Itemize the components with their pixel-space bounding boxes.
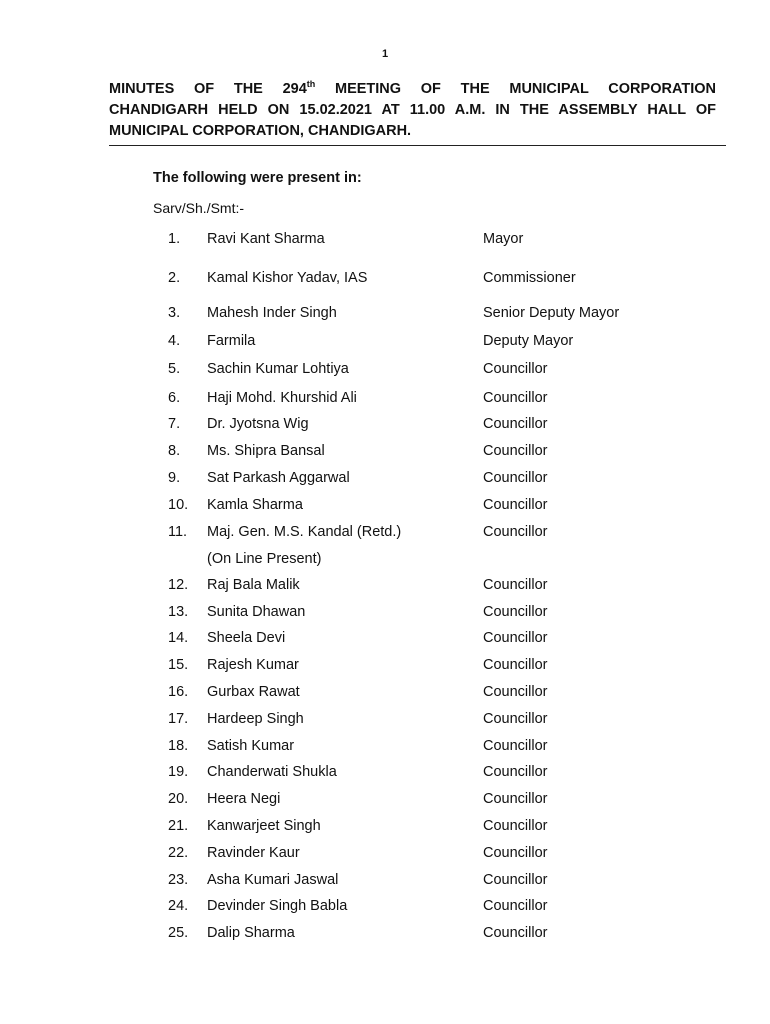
member-number: 7.: [168, 416, 181, 432]
member-row: [0, 682, 770, 702]
member-number: 9.: [168, 470, 181, 486]
member-row: [0, 628, 770, 648]
member-name: Sachin Kumar Lohtiya: [207, 361, 349, 377]
member-designation: Deputy Mayor: [483, 333, 574, 349]
member-row: [0, 896, 770, 916]
member-row: [0, 468, 770, 488]
member-number: 16.: [168, 684, 189, 700]
member-designation: Councillor: [483, 845, 548, 861]
member-row: [0, 762, 770, 782]
member-row: [0, 359, 770, 379]
present-heading: The following were present in:: [153, 170, 362, 186]
member-designation: Councillor: [483, 818, 548, 834]
member-designation: Councillor: [483, 738, 548, 754]
member-name: Hardeep Singh: [207, 711, 304, 727]
member-designation: Councillor: [483, 684, 548, 700]
member-number: 25.: [168, 925, 189, 941]
member-name: Dalip Sharma: [207, 925, 295, 941]
member-name: Sheela Devi: [207, 630, 286, 646]
member-row: [0, 441, 770, 461]
member-name: Chanderwati Shukla: [207, 764, 337, 780]
member-designation: Senior Deputy Mayor: [483, 305, 620, 321]
title-line-1: [109, 79, 716, 100]
member-number: 5.: [168, 361, 181, 377]
member-designation: Councillor: [483, 390, 548, 406]
member-row: [0, 331, 770, 351]
member-name: Ravinder Kaur: [207, 845, 300, 861]
member-name: Kamla Sharma: [207, 497, 303, 513]
member-name: Maj. Gen. M.S. Kandal (Retd.): [207, 524, 402, 540]
member-number: 8.: [168, 443, 181, 459]
member-number: 3.: [168, 305, 181, 321]
member-row: [0, 388, 770, 408]
member-row: [0, 522, 770, 542]
title-ordinal-suffix: th: [306, 79, 316, 90]
member-designation: Councillor: [483, 898, 548, 914]
member-designation: Mayor: [483, 231, 524, 247]
member-row: [0, 602, 770, 622]
member-name: Sat Parkash Aggarwal: [207, 470, 350, 486]
member-designation: Councillor: [483, 657, 548, 673]
member-number: 13.: [168, 604, 189, 620]
member-number: 18.: [168, 738, 189, 754]
member-number: 11.: [168, 524, 188, 540]
member-designation: Councillor: [483, 872, 548, 888]
member-number: 1.: [168, 231, 181, 247]
member-name: Rajesh Kumar: [207, 657, 299, 673]
member-row: [0, 495, 770, 515]
title-line-1-pre: MINUTES OF THE 294: [109, 81, 307, 97]
member-row: [0, 229, 770, 249]
member-number: 6.: [168, 390, 181, 406]
member-row: [0, 736, 770, 756]
member-name: Mahesh Inder Singh: [207, 305, 337, 321]
member-row: [0, 268, 770, 288]
member-designation: Councillor: [483, 497, 548, 513]
member-name: Haji Mohd. Khurshid Ali: [207, 390, 357, 406]
member-designation: Councillor: [483, 470, 548, 486]
member-designation: Councillor: [483, 443, 548, 459]
title-line-2: CHANDIGARH HELD ON 15.02.2021 AT 11.00 A.M. IN THE ASSEMBLY HALL OF: [109, 102, 716, 118]
member-designation: Councillor: [483, 711, 548, 727]
member-number: 21.: [168, 818, 189, 834]
member-number: 15.: [168, 657, 189, 673]
member-row: [0, 655, 770, 675]
member-name: Kamal Kishor Yadav, IAS: [207, 270, 368, 286]
member-name: Ravi Kant Sharma: [207, 231, 325, 247]
member-designation: Councillor: [483, 630, 548, 646]
member-name: Ms. Shipra Bansal: [207, 443, 325, 459]
member-row: [0, 923, 770, 943]
title-line-3: MUNICIPAL CORPORATION, CHANDIGARH.: [109, 123, 412, 139]
member-number: 14.: [168, 630, 189, 646]
member-designation: Councillor: [483, 361, 548, 377]
member-row: [0, 843, 770, 863]
member-number: 20.: [168, 791, 189, 807]
member-name: Devinder Singh Babla: [207, 898, 348, 914]
member-number: 10.: [168, 497, 189, 513]
member-row: [0, 575, 770, 595]
member-name: Dr. Jyotsna Wig: [207, 416, 309, 432]
member-row: [0, 816, 770, 836]
member-number: 17.: [168, 711, 189, 727]
member-number: 22.: [168, 845, 189, 861]
member-name: Farmila: [207, 333, 256, 349]
member-row: [0, 870, 770, 890]
member-designation: Councillor: [483, 577, 548, 593]
member-designation: Councillor: [483, 604, 548, 620]
member-designation: Commissioner: [483, 270, 576, 286]
member-name: Sunita Dhawan: [207, 604, 306, 620]
member-name: Heera Negi: [207, 791, 281, 807]
member-number: 2.: [168, 270, 181, 286]
member-name: Satish Kumar: [207, 738, 295, 754]
document-title: [109, 79, 716, 142]
title-line-1-post: MEETING OF THE MUNICIPAL CORPORATION: [315, 81, 716, 97]
member-row: [0, 414, 770, 434]
member-number: 24.: [168, 898, 189, 914]
member-row: [0, 303, 770, 323]
salutation: Sarv/Sh./Smt:-: [153, 200, 245, 216]
member-designation: Councillor: [483, 764, 548, 780]
member-number: 23.: [168, 872, 189, 888]
member-name: Kanwarjeet Singh: [207, 818, 321, 834]
member-designation: Councillor: [483, 524, 548, 540]
member-row: [0, 709, 770, 729]
member-name: Asha Kumari Jaswal: [207, 872, 339, 888]
member-designation: Councillor: [483, 791, 548, 807]
member-row: [0, 789, 770, 809]
member-name: Gurbax Rawat: [207, 684, 300, 700]
title-divider: [109, 145, 726, 146]
member-number: 19.: [168, 764, 189, 780]
member-designation: Councillor: [483, 416, 548, 432]
member-name: Raj Bala Malik: [207, 577, 300, 593]
member-designation: Councillor: [483, 925, 548, 941]
member-number: 12.: [168, 577, 189, 593]
page-number: 1: [381, 48, 389, 60]
member-number: 4.: [168, 333, 181, 349]
online-present-note: (On Line Present): [207, 551, 322, 567]
